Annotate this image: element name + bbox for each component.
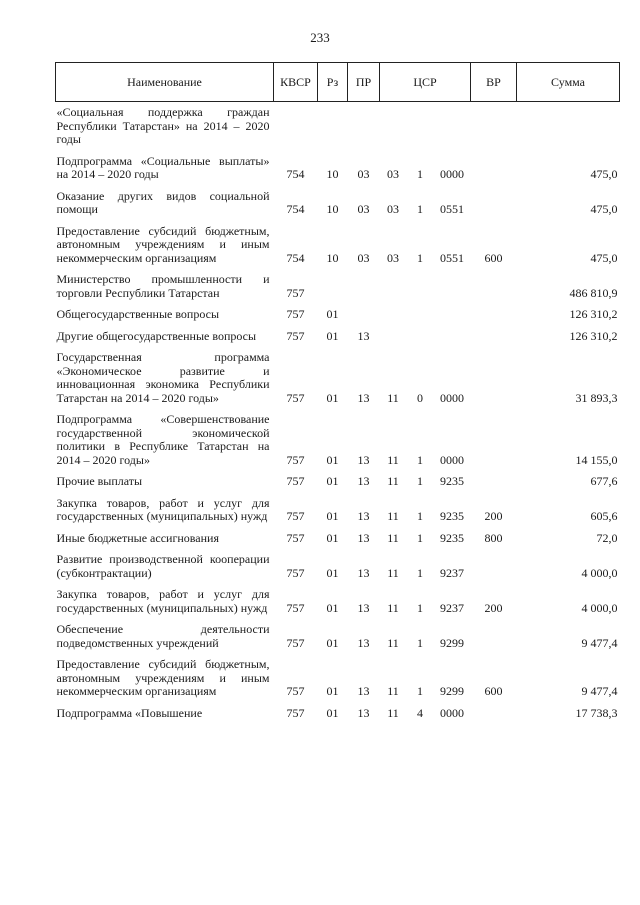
row-rz: 01 <box>326 390 339 405</box>
row-vr <box>471 349 517 411</box>
header-name: Наименование <box>56 63 274 102</box>
row-kvsr: 754 <box>286 167 305 181</box>
row-name: Предоставление субсидий бюджетным, автономным учреждениям и иным некоммерческим организациям <box>56 223 270 265</box>
row-csr-code: 9299 <box>440 684 464 698</box>
row-vr <box>471 473 517 495</box>
header-kvsr: КВСР <box>274 63 318 102</box>
row-csr-program: 11 <box>387 705 399 720</box>
row-csr-code: 9299 <box>440 635 464 650</box>
header-csr: ЦСР <box>380 63 471 102</box>
row-kvsr: 757 <box>286 530 305 545</box>
row-csr-subprogram: 1 <box>417 474 423 488</box>
row-vr: 200 <box>484 509 503 523</box>
row-csr-program <box>380 306 407 328</box>
row-csr-subprogram: 1 <box>417 167 423 181</box>
row-name: Иные бюджетные ассигнования <box>56 530 219 545</box>
row-csr-subprogram: 0 <box>417 390 423 405</box>
row-csr-code: 0000 <box>440 167 464 181</box>
row-name: Подпрограмма «Совершенствование государственной экономической политики в Республике Татарстан на 2014 – 2020 годы» <box>56 412 270 467</box>
table-row <box>56 705 620 727</box>
row-csr-program: 03 <box>387 202 399 216</box>
row-sum: 126 310,2 <box>569 307 618 321</box>
row-vr: 600 <box>484 684 503 698</box>
row-sum: 126 310,2 <box>569 328 618 343</box>
row-csr-code: 9237 <box>440 565 464 580</box>
row-kvsr: 757 <box>286 635 305 650</box>
row-kvsr: 757 <box>286 285 305 300</box>
row-sum: 9 477,4 <box>581 635 618 650</box>
row-vr <box>471 271 517 306</box>
row-kvsr: 754 <box>286 250 305 265</box>
row-csr-program: 03 <box>387 250 399 265</box>
row-rz: 01 <box>326 307 339 321</box>
row-csr-program: 11 <box>387 452 399 467</box>
budget-table <box>55 62 620 726</box>
row-kvsr: 757 <box>286 565 305 580</box>
row-sum: 17 738,3 <box>575 705 618 720</box>
row-csr-program: 11 <box>387 530 399 545</box>
row-name: Предоставление субсидий бюджетным, автономным учреждениям и иным некоммерческим организациям <box>56 657 270 698</box>
header-rz: Рз <box>318 63 348 102</box>
row-csr-subprogram: 1 <box>417 250 423 265</box>
row-sum: 9 477,4 <box>581 684 618 698</box>
row-vr <box>471 551 517 586</box>
table-row <box>56 551 620 586</box>
row-pr: 03 <box>357 167 370 181</box>
row-sum: 486 810,9 <box>569 285 618 300</box>
row-name: Развитие производственной кооперации (субконтрактации) <box>56 552 270 580</box>
table-row <box>56 656 620 705</box>
row-csr-code: 9235 <box>440 509 464 523</box>
table-row <box>56 411 620 473</box>
row-name: Другие общегосударственные вопросы <box>56 328 257 343</box>
row-csr-subprogram: 1 <box>417 684 423 698</box>
table-row <box>56 621 620 656</box>
row-sum: 475,0 <box>590 202 618 216</box>
table-row <box>56 473 620 495</box>
row-vr <box>471 621 517 656</box>
row-csr-code: 0551 <box>440 250 464 265</box>
row-csr-subprogram: 1 <box>417 202 423 216</box>
row-csr-subprogram: 1 <box>417 452 423 467</box>
row-csr-code: 0000 <box>440 390 464 405</box>
row-rz <box>318 102 348 153</box>
row-name: Общегосударственные вопросы <box>56 307 220 321</box>
row-csr-subprogram: 1 <box>417 509 423 523</box>
table-row <box>56 328 620 350</box>
row-sum: 4 000,0 <box>581 565 618 580</box>
row-csr-code <box>434 306 471 328</box>
row-sum: 72,0 <box>596 530 618 545</box>
row-rz: 10 <box>326 250 339 265</box>
row-kvsr: 757 <box>286 328 305 343</box>
row-pr: 13 <box>357 684 370 698</box>
row-rz: 01 <box>326 328 339 343</box>
table-row <box>56 223 620 272</box>
table-header-row <box>56 63 620 102</box>
row-kvsr: 757 <box>286 509 305 523</box>
row-csr-program <box>380 102 407 153</box>
row-vr: 800 <box>484 530 503 545</box>
row-csr-subprogram <box>407 102 434 153</box>
row-pr: 13 <box>357 530 370 545</box>
table-row <box>56 306 620 328</box>
row-name: Закупка товаров, работ и услуг для государственных (муниципальных) нужд <box>56 495 270 523</box>
row-csr-subprogram: 1 <box>417 565 423 580</box>
row-csr-subprogram <box>407 328 434 350</box>
row-name: Подпрограмма «Социальные выплаты» на 2014 – 2020 годы <box>56 153 270 181</box>
row-name: Закупка товаров, работ и услуг для государственных (муниципальных) нужд <box>56 587 270 615</box>
row-csr-program <box>380 328 407 350</box>
row-csr-code: 9237 <box>440 600 464 615</box>
row-csr-subprogram <box>407 271 434 306</box>
row-sum: 475,0 <box>590 250 618 265</box>
row-pr: 03 <box>357 250 370 265</box>
table-row <box>56 153 620 188</box>
row-csr-subprogram: 1 <box>417 530 423 545</box>
table-row <box>56 586 620 621</box>
row-csr-subprogram <box>407 306 434 328</box>
row-vr <box>471 102 517 153</box>
row-csr-subprogram: 4 <box>417 705 423 720</box>
row-vr <box>471 188 517 223</box>
row-csr-program: 11 <box>387 474 399 488</box>
header-sum: Сумма <box>517 63 620 102</box>
row-rz: 01 <box>326 474 339 488</box>
row-csr-code <box>434 271 471 306</box>
row-rz: 10 <box>326 167 339 181</box>
row-vr <box>471 328 517 350</box>
table-row <box>56 271 620 306</box>
header-vr: ВР <box>471 63 517 102</box>
row-rz: 01 <box>326 530 339 545</box>
row-csr-subprogram: 1 <box>417 600 423 615</box>
row-name: Прочие выплаты <box>56 474 143 488</box>
row-rz <box>318 271 348 306</box>
row-csr-program: 11 <box>387 684 399 698</box>
row-pr <box>348 102 380 153</box>
row-csr-program: 11 <box>387 509 399 523</box>
row-kvsr: 757 <box>286 474 305 488</box>
row-csr-program: 11 <box>387 565 399 580</box>
row-sum: 605,6 <box>590 509 618 523</box>
row-pr: 13 <box>357 452 370 467</box>
row-pr: 13 <box>357 509 370 523</box>
row-csr-code: 9235 <box>440 530 464 545</box>
row-kvsr: 757 <box>286 684 305 698</box>
row-csr-program: 11 <box>387 635 399 650</box>
row-vr <box>471 153 517 188</box>
row-pr <box>348 306 380 328</box>
row-csr-program: 11 <box>387 600 399 615</box>
row-csr-code: 0551 <box>440 202 464 216</box>
table-row <box>56 530 620 552</box>
row-sum <box>517 102 620 153</box>
row-rz: 01 <box>326 509 339 523</box>
row-pr: 13 <box>357 705 370 720</box>
row-csr-code: 9235 <box>440 474 464 488</box>
row-pr: 13 <box>357 474 370 488</box>
row-pr: 13 <box>357 390 370 405</box>
row-csr-program: 03 <box>387 167 399 181</box>
row-name: Государственная программа «Экономическое развитие и инновационная экономика Республики Татарстан на 2014 – 2020 годы» <box>56 350 270 405</box>
row-kvsr: 757 <box>286 390 305 405</box>
row-rz: 01 <box>326 565 339 580</box>
row-vr <box>471 705 517 727</box>
row-name: Обеспечение деятельности подведомственных учреждений <box>56 622 270 650</box>
row-sum: 31 893,3 <box>575 390 618 405</box>
row-pr: 13 <box>357 635 370 650</box>
row-vr: 600 <box>484 250 503 265</box>
row-kvsr: 757 <box>286 452 305 467</box>
row-vr: 200 <box>484 600 503 615</box>
row-rz: 01 <box>326 600 339 615</box>
row-sum: 677,6 <box>590 474 618 488</box>
table-row <box>56 495 620 530</box>
row-sum: 475,0 <box>590 167 618 181</box>
row-csr-subprogram: 1 <box>417 635 423 650</box>
row-csr-code <box>434 328 471 350</box>
row-name: Оказание других видов социальной помощи <box>56 188 270 216</box>
row-pr <box>348 271 380 306</box>
row-name: «Социальная поддержка граждан Республики Татарстан» на 2014 – 2020 годы <box>56 105 270 146</box>
row-csr-program <box>380 271 407 306</box>
row-name: Министерство промышленности и торговли Республики Татарстан <box>56 272 270 300</box>
row-sum: 14 155,0 <box>575 452 618 467</box>
row-kvsr: 757 <box>286 307 305 321</box>
table-row <box>56 102 620 153</box>
table-row <box>56 188 620 223</box>
row-pr: 13 <box>357 328 370 343</box>
row-rz: 01 <box>326 705 339 720</box>
row-pr: 13 <box>357 565 370 580</box>
header-pr: ПР <box>348 63 380 102</box>
page-number: 233 <box>310 30 330 45</box>
row-kvsr: 757 <box>286 705 305 720</box>
table-row <box>56 349 620 411</box>
row-csr-program: 11 <box>387 390 399 405</box>
row-vr <box>471 411 517 473</box>
row-csr-code: 0000 <box>440 452 464 467</box>
row-rz: 01 <box>326 452 339 467</box>
row-vr <box>471 306 517 328</box>
row-sum: 4 000,0 <box>581 600 618 615</box>
row-kvsr: 757 <box>286 600 305 615</box>
row-name: Подпрограмма «Повышение <box>56 705 203 720</box>
row-rz: 01 <box>326 684 339 698</box>
row-kvsr <box>274 102 318 153</box>
row-pr: 03 <box>357 202 370 216</box>
row-csr-code <box>434 102 471 153</box>
row-rz: 10 <box>326 202 339 216</box>
row-pr: 13 <box>357 600 370 615</box>
row-kvsr: 754 <box>286 202 305 216</box>
row-rz: 01 <box>326 635 339 650</box>
row-csr-code: 0000 <box>440 705 464 720</box>
